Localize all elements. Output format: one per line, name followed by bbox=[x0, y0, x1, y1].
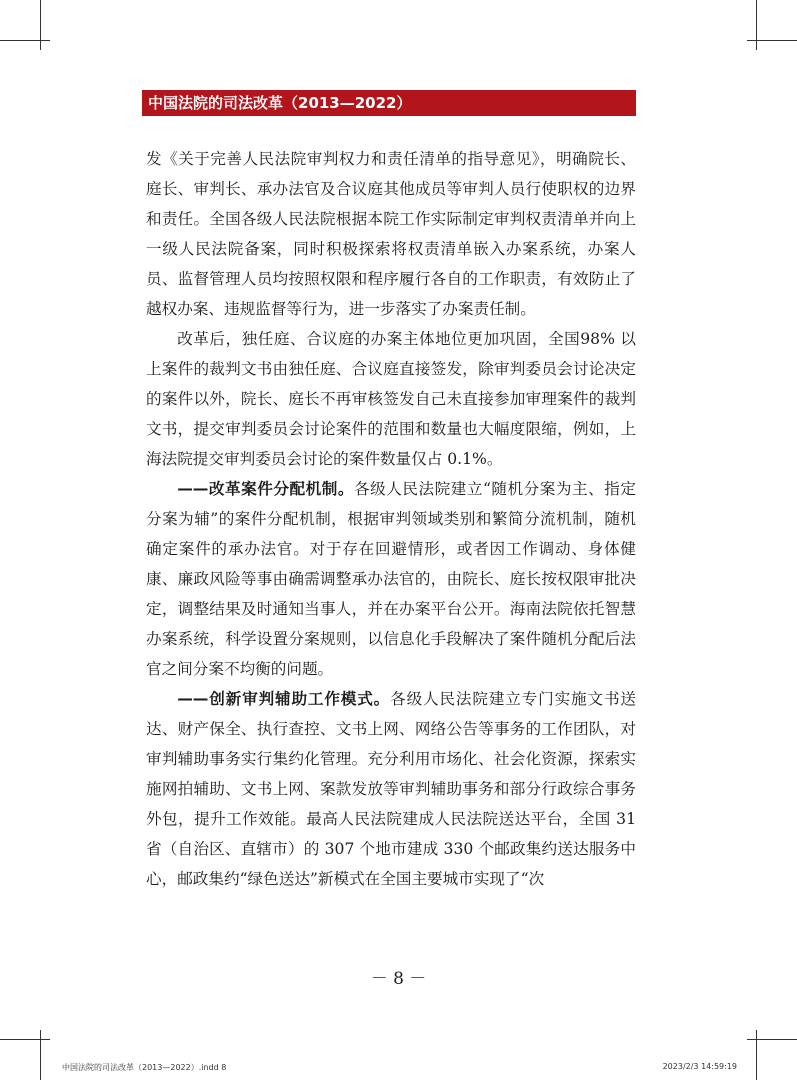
crop-mark bbox=[756, 1030, 757, 1080]
crop-mark bbox=[747, 1039, 797, 1040]
paragraph: 发《关于完善人民法院审判权力和责任清单的指导意见》，明确院长、庭长、审判长、承办法官及合议庭其他成员等审判人员行使职权的边界和责任。全国各级人民法院根据本院工作实际制定审判权责清单并向上一级人民法院备案，同时积极探索将权责清单嵌入办案系统，办案人员、监督管理人员均按照权限和程序履行各自的工作职责，有效防止了越权办案、违规监督等行为，进一步落实了办案责任制。 bbox=[146, 150, 636, 318]
section-heading: ——改革案件分配机制。 bbox=[177, 480, 354, 498]
section-text: 各级人民法院建立“随机分案为主、指定分案为辅”的案件分配机制，根据审判领域类别和繁简分流机制，随机确定案件的承办法官。对于存在回避情形，或者因工作调动、身体健康、廉政风险等事由确需调整承办法官的，由院长、庭长按权限审批决定，调整结果及时通知当事人，并在办案平台公开。海南法院依托智慧办案系统，科学设置分案规则，以信息化手段解决了案件随机分配后法官之间分案不均衡的问题。 bbox=[146, 480, 636, 678]
footer-timestamp: 2023/2/3 14:59:19 bbox=[662, 1062, 737, 1071]
section-paragraph bbox=[146, 684, 636, 894]
running-header-title: 中国法院的司法改革（2013—2022） bbox=[148, 94, 412, 112]
body-text bbox=[146, 144, 636, 894]
section-heading: ——创新审判辅助工作模式。 bbox=[177, 690, 391, 708]
crop-mark bbox=[40, 0, 41, 50]
running-header bbox=[142, 90, 636, 116]
page-number: － 8 － bbox=[370, 969, 427, 989]
crop-mark bbox=[747, 40, 797, 41]
section-paragraph bbox=[146, 474, 636, 684]
footer-file-name: 中国法院的司法改革（2013—2022）.indd 8 bbox=[62, 1063, 227, 1072]
crop-mark bbox=[0, 40, 50, 41]
paragraph: 改革后，独任庭、合议庭的办案主体地位更加巩固，全国98% 以上案件的裁判文书由独任庭、合议庭直接签发，除审判委员会讨论决定的案件以外，院长、庭长不再审核签发自己未直接参加审理案件的裁判文书，提交审判委员会讨论案件的范围和数量也大幅度限缩，例如，上海法院提交审判委员会讨论的案件数量仅占 0.1%。 bbox=[146, 330, 636, 468]
section-text: 各级人民法院建立专门实施文书送达、财产保全、执行查控、文书上网、网络公告等事务的工作团队，对审判辅助事务实行集约化管理。充分利用市场化、社会化资源，探索实施网拍辅助、文书上网、案款发放等审判辅助事务和部分行政综合事务外包，提升工作效能。最高人民法院建成人民法院送达平台，全国 31 省（自治区、直辖市）的 307 个地市建成 330 个邮政集约送达服务中心，邮政集约“绿色送达”新模式在全国主要城市实现了“次 bbox=[146, 690, 636, 888]
crop-mark bbox=[756, 0, 757, 50]
crop-mark bbox=[40, 1030, 41, 1080]
crop-mark bbox=[0, 1039, 50, 1040]
